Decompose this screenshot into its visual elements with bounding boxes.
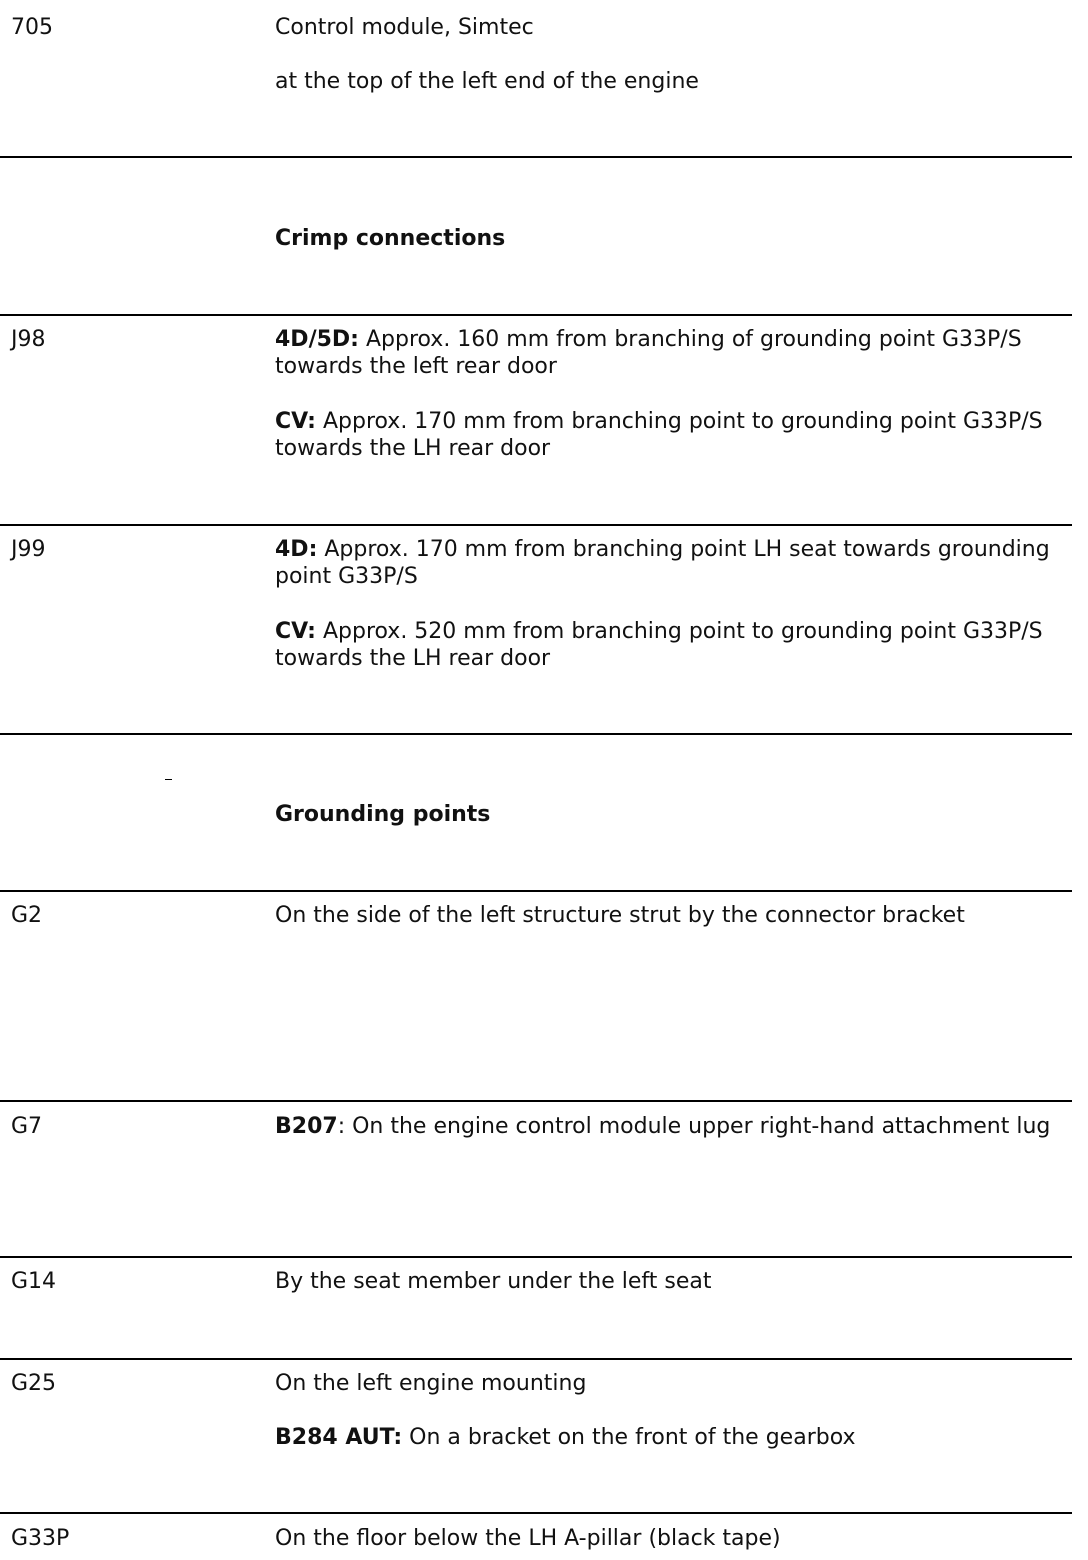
desc-g33p: On the floor below the LH A-pillar (black tape) [275,1526,781,1551]
desc-g2: On the side of the left structure strut by the connector bracket [275,903,965,928]
desc-g25-aut: B284 AUT: On a bracket on the front of the gearbox [275,1425,856,1450]
desc-j99-p1-line2: point G33P/S [275,564,418,589]
divider [0,1256,1072,1258]
desc-705-line1: Control module, Simtec [275,15,534,40]
desc-j99-p1: 4D: Approx. 170 mm from branching point LH seat towards grounding [275,537,1050,562]
code-705: 705 [11,15,53,40]
section-heading-grounding: Grounding points [275,802,491,827]
code-g33p: G33P [11,1526,70,1551]
code-j99: J99 [11,537,46,562]
desc-g7: B207: On the engine control module upper right-hand attachment lug [275,1114,1051,1139]
divider [0,314,1072,316]
divider [0,1358,1072,1360]
section-heading-crimp: Crimp connections [275,226,506,251]
desc-g14: By the seat member under the left seat [275,1269,712,1294]
desc-j99-p2-line2: towards the LH rear door [275,646,551,671]
code-g25: G25 [11,1371,57,1396]
desc-j98-p1: 4D/5D: Approx. 160 mm from branching of grounding point G33P/S [275,327,1022,352]
code-g2: G2 [11,903,43,928]
divider [0,1512,1072,1514]
desc-j98-p2: CV: Approx. 170 mm from branching point to grounding point G33P/S [275,409,1043,434]
divider [0,524,1072,526]
divider [0,1100,1072,1102]
desc-j98-p2-line2: towards the LH rear door [275,436,551,461]
code-g7: G7 [11,1114,43,1139]
code-j98: J98 [11,327,46,352]
code-g14: G14 [11,1269,57,1294]
desc-j99-p2: CV: Approx. 520 mm from branching point to grounding point G33P/S [275,619,1043,644]
desc-g25: On the left engine mounting [275,1371,587,1396]
stray-dash-mark [165,779,172,780]
divider [0,156,1072,158]
desc-705-line2: at the top of the left end of the engine [275,69,699,94]
divider [0,890,1072,892]
desc-j98-p1-line2: towards the left rear door [275,354,557,379]
divider [0,733,1072,735]
